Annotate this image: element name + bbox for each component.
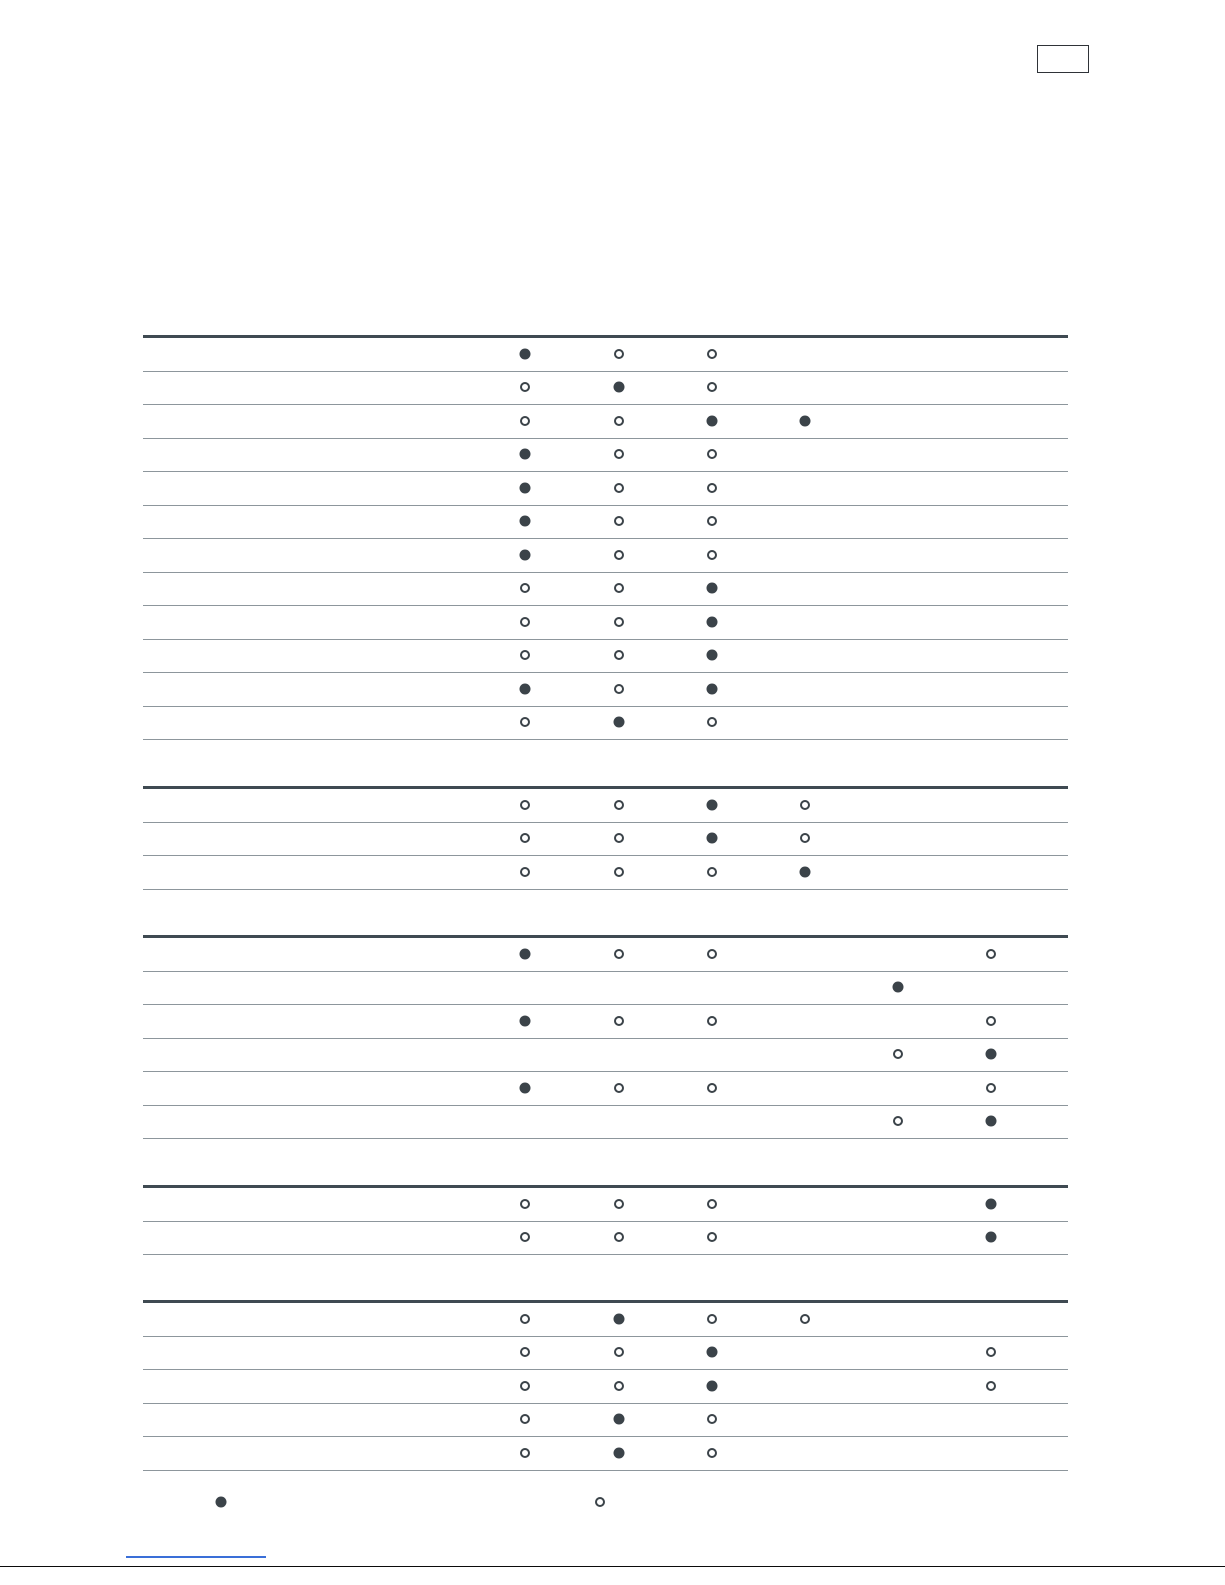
open-dot-icon (614, 800, 624, 810)
bottom-rule (0, 1566, 1225, 1567)
table-row (143, 1437, 1068, 1471)
open-dot-icon (707, 867, 717, 877)
open-dot-icon (520, 1448, 530, 1458)
open-dot-icon (986, 1083, 996, 1093)
table-row (143, 472, 1068, 506)
footer-link[interactable] (126, 1556, 266, 1558)
filled-dot-icon (707, 799, 718, 810)
table-row (143, 606, 1068, 640)
open-dot-icon (614, 483, 624, 493)
open-dot-icon (893, 1049, 903, 1059)
open-dot-icon (707, 449, 717, 459)
open-dot-icon (520, 416, 530, 426)
table-row (143, 573, 1068, 607)
filled-dot-icon (707, 616, 718, 627)
open-dot-icon (614, 1381, 624, 1391)
filled-dot-icon (614, 1414, 625, 1425)
filled-dot-icon (800, 415, 811, 426)
filled-dot-icon (707, 1347, 718, 1358)
filled-dot-icon (800, 866, 811, 877)
open-dot-icon (800, 1314, 810, 1324)
table-row (143, 640, 1068, 674)
filled-dot-icon (707, 650, 718, 661)
filled-dot-icon (707, 415, 718, 426)
open-dot-icon (520, 382, 530, 392)
open-dot-icon (707, 717, 717, 727)
table-row (143, 1188, 1068, 1222)
open-dot-icon (520, 650, 530, 660)
open-dot-icon (520, 717, 530, 727)
table-row (143, 439, 1068, 473)
filled-dot-icon (614, 1447, 625, 1458)
table-row (143, 539, 1068, 573)
table-row (143, 856, 1068, 890)
open-dot-icon (707, 1232, 717, 1242)
open-dot-icon (893, 1116, 903, 1126)
open-dot-icon (986, 1381, 996, 1391)
legend-filled-dot-icon (216, 1497, 227, 1508)
open-dot-icon (707, 1199, 717, 1209)
open-dot-icon (520, 1199, 530, 1209)
legend-open-dot-icon (595, 1497, 605, 1507)
filled-dot-icon (520, 1082, 531, 1093)
table-row (143, 372, 1068, 406)
table-row (143, 1404, 1068, 1438)
open-dot-icon (800, 800, 810, 810)
filled-dot-icon (520, 348, 531, 359)
table-row (143, 1072, 1068, 1106)
open-dot-icon (614, 416, 624, 426)
open-dot-icon (520, 1381, 530, 1391)
filled-dot-icon (520, 683, 531, 694)
table-row (143, 673, 1068, 707)
open-dot-icon (707, 349, 717, 359)
filled-dot-icon (986, 1049, 997, 1060)
open-dot-icon (614, 1016, 624, 1026)
open-dot-icon (707, 1016, 717, 1026)
filled-dot-icon (707, 833, 718, 844)
filled-dot-icon (520, 482, 531, 493)
table-row (143, 707, 1068, 741)
table-row (143, 1106, 1068, 1140)
filled-dot-icon (614, 717, 625, 728)
open-dot-icon (707, 483, 717, 493)
filled-dot-icon (520, 1015, 531, 1026)
table-row (143, 338, 1068, 372)
filled-dot-icon (520, 549, 531, 560)
open-dot-icon (707, 1314, 717, 1324)
open-dot-icon (614, 1347, 624, 1357)
filled-dot-icon (520, 449, 531, 460)
open-dot-icon (520, 1314, 530, 1324)
open-dot-icon (520, 617, 530, 627)
open-dot-icon (707, 550, 717, 560)
open-dot-icon (707, 1083, 717, 1093)
filled-dot-icon (707, 683, 718, 694)
table-row (143, 938, 1068, 972)
open-dot-icon (614, 583, 624, 593)
open-dot-icon (520, 1347, 530, 1357)
filled-dot-icon (986, 1198, 997, 1209)
open-dot-icon (614, 349, 624, 359)
open-dot-icon (520, 583, 530, 593)
table-row (143, 1039, 1068, 1073)
open-dot-icon (986, 1347, 996, 1357)
filled-dot-icon (893, 982, 904, 993)
open-dot-icon (614, 449, 624, 459)
open-dot-icon (986, 949, 996, 959)
open-dot-icon (614, 516, 624, 526)
table-row (143, 823, 1068, 857)
filled-dot-icon (520, 516, 531, 527)
filled-dot-icon (707, 1380, 718, 1391)
open-dot-icon (520, 833, 530, 843)
table-row (143, 506, 1068, 540)
filled-dot-icon (986, 1232, 997, 1243)
open-dot-icon (614, 949, 624, 959)
open-dot-icon (614, 833, 624, 843)
open-dot-icon (614, 617, 624, 627)
open-dot-icon (614, 867, 624, 877)
filled-dot-icon (707, 583, 718, 594)
open-dot-icon (707, 949, 717, 959)
open-dot-icon (614, 550, 624, 560)
open-dot-icon (614, 684, 624, 694)
filled-dot-icon (614, 382, 625, 393)
open-dot-icon (614, 650, 624, 660)
open-dot-icon (707, 1448, 717, 1458)
open-dot-icon (520, 800, 530, 810)
table-row (143, 1005, 1068, 1039)
open-dot-icon (520, 1232, 530, 1242)
open-dot-icon (986, 1016, 996, 1026)
legend (0, 1490, 1225, 1514)
open-dot-icon (614, 1199, 624, 1209)
filled-dot-icon (986, 1116, 997, 1127)
table-row (143, 1303, 1068, 1337)
table-row (143, 1370, 1068, 1404)
open-dot-icon (800, 833, 810, 843)
table-row (143, 1337, 1068, 1371)
filled-dot-icon (614, 1313, 625, 1324)
table-row (143, 789, 1068, 823)
open-dot-icon (707, 516, 717, 526)
table-row (143, 972, 1068, 1006)
open-dot-icon (520, 867, 530, 877)
open-dot-icon (614, 1083, 624, 1093)
open-dot-icon (614, 1232, 624, 1242)
open-dot-icon (520, 1414, 530, 1424)
open-dot-icon (707, 382, 717, 392)
open-dot-icon (707, 1414, 717, 1424)
table-row (143, 1222, 1068, 1256)
table-row (143, 405, 1068, 439)
filled-dot-icon (520, 948, 531, 959)
